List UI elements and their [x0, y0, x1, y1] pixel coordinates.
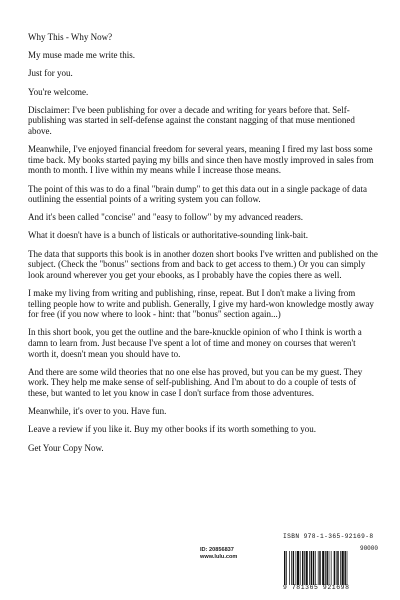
paragraph: Meanwhile, I've enjoyed financial freedom for several years, meaning I fired my last boss some time back. My books started paying my bills and since then have mostly improved in sales from month to month. I live within my means while I increase those means.: [28, 144, 374, 176]
barcode-bar: [336, 551, 337, 585]
isbn-barcode-block: [283, 533, 378, 593]
barcode-digits: 9 781365 921698: [283, 584, 350, 591]
barcode-bar: [337, 551, 338, 585]
barcode-bar: [344, 551, 345, 585]
barcode-bar: [291, 551, 292, 585]
paragraph: Meanwhile, it's over to you. Have fun.: [28, 406, 167, 417]
heading-line: Why This - Why Now?: [28, 32, 113, 42]
paragraph: Leave a review if you like it. Buy my other books if its worth something to you.: [28, 424, 316, 435]
body-text: [28, 32, 378, 461]
paragraph: My muse made me write this.: [28, 50, 135, 61]
barcode-bar: [297, 551, 299, 585]
barcode-bar: [347, 551, 348, 585]
paragraph: The data that supports this book is in another dozen short books I've written and published on the subject. (Check the "bonus" sections from and back to get access to them.) Or you can simply look around wherever you get your ebooks, as I probably have the copies there as well.: [28, 248, 378, 280]
barcode-bar: [329, 551, 330, 585]
barcode-bar: [293, 551, 294, 585]
barcode-bar: [315, 551, 316, 585]
barcode-bar: [313, 551, 314, 585]
paragraph: And it's been called "concise" and "easy to follow" by my advanced readers.: [28, 212, 303, 223]
paragraph: The point of this was to do a final "brain dump" to get this data out in a single package of data outlining the essential points of a writing system you can follow.: [28, 183, 368, 205]
barcode-bar: [286, 551, 287, 585]
paragraph: And there are some wild theories that no one else has proved, but you can be my guest. They work. They help me make sense of self-publishing. And I'm about to do a couple of tests of these, but wanted to let you know in case I don't surface from those adventures.: [28, 366, 363, 398]
lulu-id-block: [200, 547, 237, 561]
barcode-bar: [311, 551, 312, 585]
barcode-bar: [326, 551, 327, 585]
paragraph: You're welcome.: [28, 86, 89, 97]
lulu-site-label: www.lulu.com: [200, 554, 238, 560]
barcode-bar: [331, 551, 332, 585]
barcode-bar: [284, 551, 285, 585]
barcode-bar: [342, 551, 344, 585]
barcode-bar: [289, 551, 290, 585]
paragraph: Disclaimer: I've been publishing for over a decade and writing for years before that. Self-publishing was started in self-defense against the constant nagging of that muse mentioned above.: [28, 104, 355, 136]
barcode-bar: [334, 551, 335, 585]
paragraph: I make my living from writing and publishing, rinse, repeat. But I don't make a living from telling people how to write and publish. Generally, I give my hard-won knowledge mostly away for free (if you now where to look - hint: that "bonus" section again...): [28, 288, 374, 320]
barcode-bar: [296, 551, 297, 585]
barcode-icon: [283, 551, 378, 585]
lulu-id-label: ID: 20856837: [200, 547, 234, 553]
barcode-bar: [302, 551, 303, 585]
paragraph: Just for you.: [28, 68, 73, 79]
paragraph: Get Your Copy Now.: [28, 442, 104, 453]
barcode-bar: [325, 551, 326, 585]
barcode-bar: [319, 551, 320, 585]
price-code: 90000: [359, 545, 378, 552]
paragraph: In this short book, you get the outline and the bare-knuckle opinion of who I think is worth a damn to learn from. Just because I've spent a lot of time and money on courses that weren't worth it, doesn't mean you should have to.: [28, 327, 362, 359]
barcode-bar: [300, 551, 301, 585]
barcode-bar: [340, 551, 341, 585]
barcode-bar: [309, 551, 310, 585]
isbn-text: ISBN 978-1-365-92169-8: [283, 533, 374, 540]
barcode-bar: [322, 551, 324, 585]
barcode-bar: [306, 551, 308, 585]
barcode-bar: [304, 551, 305, 585]
barcode-bar: [318, 551, 319, 585]
paragraph: What it doesn't have is a bunch of listicals or authoritative-sounding link-bait.: [28, 230, 309, 241]
